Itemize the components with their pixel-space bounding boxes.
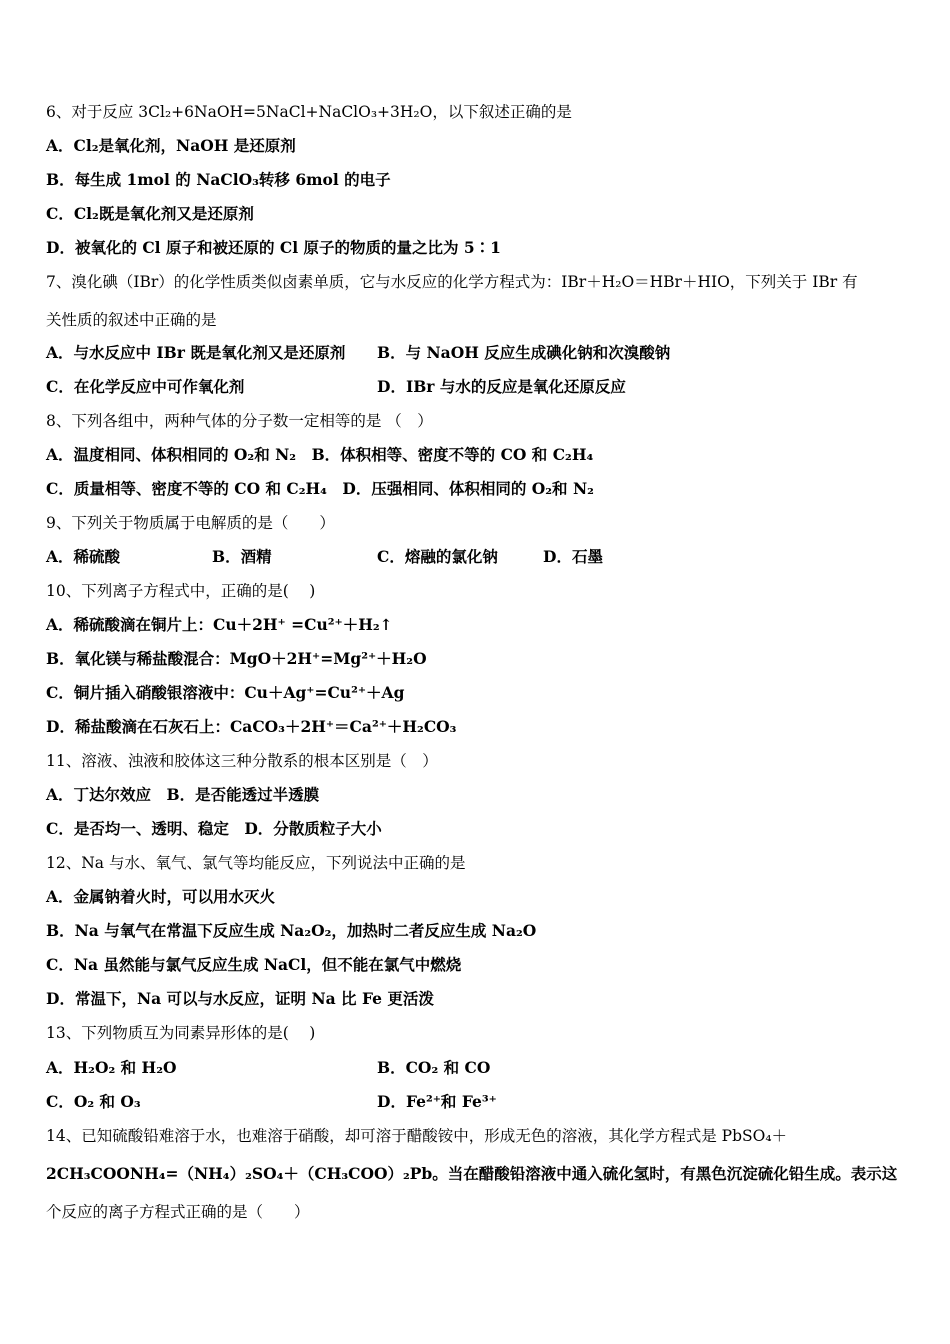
- q10-option-a: A．稀硫酸滴在铜片上：Cu＋2H⁺ =Cu²⁺＋H₂↑: [46, 615, 393, 634]
- q9-option-a: A．稀硫酸: [46, 547, 121, 566]
- q12-option-b: B．Na 与氧气在常温下反应生成 Na₂O₂，加热时二者反应生成 Na₂O: [46, 921, 537, 940]
- q13-option-c: C．O₂ 和 O₃: [46, 1092, 141, 1111]
- q14-stem-line2: 2CH₃COONH₄=（NH₄）₂SO₄＋（CH₃COO）₂Pb。当在醋酸铅溶液中通入硫化氢时，有黑色沉淀硫化铅生成。表示这: [46, 1164, 898, 1183]
- q6-option-a: A．Cl₂是氧化剂，NaOH 是还原剂: [46, 136, 296, 155]
- q7-stem-line2: 关性质的叙述中正确的是: [46, 311, 217, 329]
- q8-options-ab: A．温度相同、体积相同的 O₂和 N₂ B．体积相等、密度不等的 CO 和 C₂H₄: [46, 445, 594, 464]
- q6-option-d: D．被氧化的 Cl 原子和被还原的 Cl 原子的物质的量之比为 5∶1: [46, 238, 501, 257]
- q10-stem: 10、下列离子方程式中，正确的是( ): [46, 582, 316, 600]
- q10-option-d: D．稀盐酸滴在石灰石上：CaCO₃＋2H⁺＝Ca²⁺＋H₂CO₃: [46, 717, 457, 736]
- q11-options-cd: C．是否均一、透明、稳定 D．分散质粒子大小: [46, 819, 382, 838]
- q13-option-b: B．CO₂ 和 CO: [377, 1058, 491, 1077]
- q8-stem: 8、下列各组中，两种气体的分子数一定相等的是 （ ）: [46, 412, 433, 430]
- q10-option-c: C．铜片插入硝酸银溶液中：Cu＋Ag⁺=Cu²⁺＋Ag: [46, 683, 405, 702]
- q12-option-d: D．常温下，Na 可以与水反应，证明 Na 比 Fe 更活泼: [46, 989, 434, 1008]
- q9-stem: 9、下列关于物质属于电解质的是（ ）: [46, 514, 335, 532]
- q6-option-b: B．每生成 1mol 的 NaClO₃转移 6mol 的电子: [46, 170, 391, 189]
- q13-option-a: A．H₂O₂ 和 H₂O: [46, 1058, 177, 1077]
- q6-stem: 6、对于反应 3Cl₂+6NaOH=5NaCl+NaClO₃+3H₂O，以下叙述正确的是: [46, 103, 572, 121]
- q12-option-c: C．Na 虽然能与氯气反应生成 NaCl，但不能在氯气中燃烧: [46, 955, 462, 974]
- q9-option-b: B．酒精: [212, 547, 272, 566]
- q12-option-a: A．金属钠着火时，可以用水灭火: [46, 887, 276, 906]
- q7-option-c: C．在化学反应中可作氧化剂: [46, 377, 245, 396]
- q13-option-d: D．Fe²⁺和 Fe³⁺: [377, 1092, 497, 1111]
- q8-options-cd: C．质量相等、密度不等的 CO 和 C₂H₄ D．压强相同、体积相同的 O₂和 N₂: [46, 479, 594, 498]
- q13-stem: 13、下列物质互为同素异形体的是( ): [46, 1024, 316, 1042]
- q12-stem: 12、Na 与水、氧气、氯气等均能反应，下列说法中正确的是: [46, 854, 466, 872]
- q10-option-b: B．氧化镁与稀盐酸混合：MgO＋2H⁺=Mg²⁺＋H₂O: [46, 649, 427, 668]
- q11-stem: 11、溶液、浊液和胶体这三种分散系的根本区别是（ ）: [46, 752, 438, 770]
- q11-options-ab: A．丁达尔效应 B．是否能透过半透膜: [46, 785, 320, 804]
- q7-stem-line1: 7、溴化碘（IBr）的化学性质类似卤素单质，它与水反应的化学方程式为：IBr＋H₂O＝HBr＋HIO，下列关于 IBr 有: [46, 273, 858, 291]
- q14-stem-line3: 个反应的离子方程式正确的是（ ）: [46, 1203, 310, 1221]
- q7-option-a: A．与水反应中 IBr 既是氧化剂又是还原剂: [46, 343, 346, 362]
- q9-option-c: C．熔融的氯化钠: [377, 547, 498, 566]
- q7-option-b: B．与 NaOH 反应生成碘化钠和次溴酸钠: [377, 343, 671, 362]
- q14-stem-line1: 14、已知硫酸铅难溶于水，也难溶于硝酸，却可溶于醋酸铵中，形成无色的溶液，其化学方程式是 PbSO₄＋: [46, 1127, 788, 1145]
- q6-option-c: C．Cl₂既是氧化剂又是还原剂: [46, 204, 254, 223]
- q7-option-d: D．IBr 与水的反应是氧化还原反应: [377, 377, 626, 396]
- q9-option-d: D．石墨: [543, 547, 603, 566]
